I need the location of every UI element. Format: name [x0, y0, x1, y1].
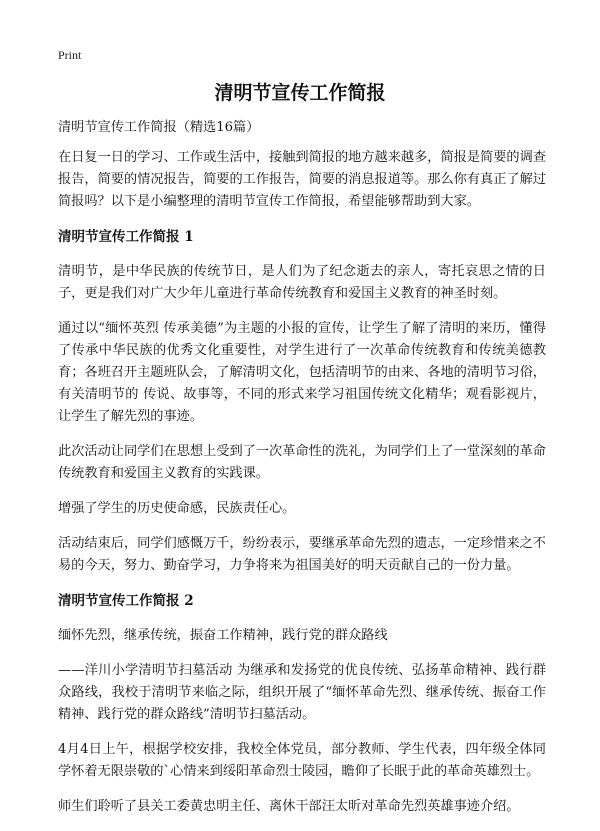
- page-title: 清明节宣传工作简报: [214, 82, 386, 104]
- section-2-paragraph: 4月4日上午，根据学校安排，我校全体党员，部分教师、学生代表，四年级全体同学怀着无限崇敬的`心情来到绥阳革命烈士陵园，瞻仰了长眠于此的革命英雄烈士。: [58, 742, 546, 779]
- section-1-paragraph: 增强了学生的历史使命感，民族责任心。: [58, 501, 296, 516]
- section-2-paragraph: 师生们聆听了县关工委黄忠明主任、离休干部汪太昕对革命先烈英雄事迹介绍。: [58, 799, 520, 814]
- section-1-paragraph: 清明节，是中华民族的传统节日，是人们为了纪念逝去的亲人，寄托哀思之情的日子，更是我们对广大少年儿童进行革命传统教育和爱国主义教育的神圣时刻。: [58, 264, 546, 301]
- section-2-paragraph: 缅怀先烈，继承传统，振奋工作精神，践行党的群众路线: [58, 628, 388, 643]
- section-2-heading: 清明节宣传工作简报 2: [58, 593, 194, 609]
- section-1-paragraph: 通过以“缅怀英烈 传承美德”为主题的小报的宣传，让学生了解了清明的来历，懂得了传承中华民族的优秀文化重要性，对学生进行了一次革命传统教育和传统美德教育；各班召开主题班队会，了解清明文化，包括清明节的由来、各地的清明节习俗，有关清明节的 传说、故事等，不同的形式来学习祖国传统文化精华；观看影视片，让学生了解先烈的事迹。: [58, 321, 546, 424]
- print-link[interactable]: Print: [58, 48, 82, 62]
- section-1-paragraph: 此次活动让同学们在思想上受到了一次革命性的洗礼，为同学们上了一堂深刻的革命传统教育和爱国主义教育的实践课。: [58, 444, 546, 481]
- section-1-heading: 清明节宣传工作简报 1: [58, 229, 194, 245]
- section-2-paragraph: ——洋川小学清明节扫墓活动 为继承和发扬党的优良传统、弘扬革命精神、践行群众路线，我校于清明节来临之际，组织开展了“缅怀革命先烈、继承传统、振奋工作精神、践行党的群众路线”清明节扫墓活动。: [58, 663, 546, 722]
- section-1-paragraph: 活动结束后，同学们感慨万千，纷纷表示，要继承革命先烈的遗志，一定珍惜来之不易的今天，努力、勤奋学习，力争将来为祖国美好的明天贡献自己的一份力量。: [58, 536, 546, 573]
- article-body: [58, 117, 546, 831]
- article-subtitle: 清明节宣传工作简报（精选16篇）: [58, 120, 260, 135]
- intro-paragraph: 在日复一日的学习、工作或生活中，接触到简报的地方越来越多，简报是简要的调查报告，简要的情况报告，简要的工作报告，简要的消息报道等。那么你有真正了解过简报吗？以下是小编整理的清明节宣传工作简报，希望能够帮助到大家。: [58, 150, 546, 209]
